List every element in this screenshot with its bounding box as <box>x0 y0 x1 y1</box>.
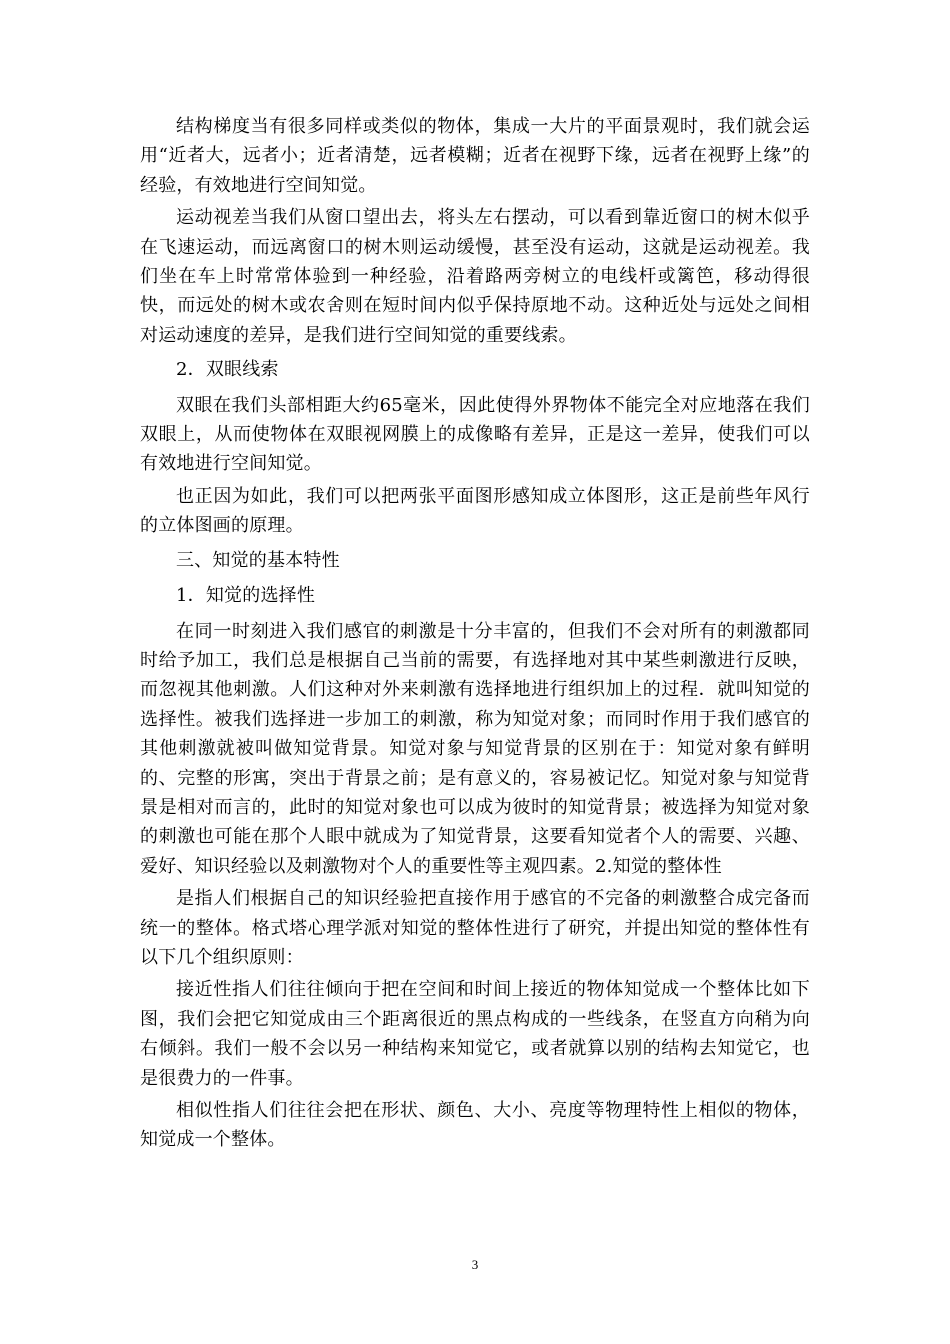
heading-perception-characteristics: 三、知觉的基本特性 <box>176 549 340 571</box>
heading-selectivity: 1．知觉的选择性 <box>176 585 316 607</box>
heading-binocular-cues: 2．双眼线索 <box>176 359 279 381</box>
paragraph-motion-parallax: 运动视差当我们从窗口望出去，将头左右摆动，可以看到靠近窗口的树木似乎在飞速运动，而远离窗口的树木则运动缓慢，甚至没有运动，这就是运动视差。我们坐在车上时常常体验到一种经验，沿着路两旁树立的电线杆或篱笆，移动得很快，而远处的树木或农舍则在短时间内似乎保持原地不动。这种近处与远处之间相对运动速度的差异，是我们进行空间知觉的重要线索。 <box>140 207 810 346</box>
paragraph-integrity: 是指人们根据自己的知识经验把直接作用于感官的不完备的刺激整合成完备而统一的整体。格式塔心理学派对知觉的整体性进行了研究，并提出知觉的整体性有以下几个组织原则： <box>140 888 810 968</box>
paragraph-similarity: 相似性指人们往往会把在形状、颜色、大小、亮度等物理特性上相似的物体，知觉成一个整体。 <box>140 1100 810 1151</box>
paragraph-stereo-images: 也正因为如此，我们可以把两张平面图形感知成立体图形，这正是前些年风行的立体图画的原理。 <box>140 485 810 537</box>
page-body <box>140 112 810 1158</box>
page-number: 3 <box>471 1257 479 1272</box>
paragraph-binocular-distance: 双眼在我们头部相距大约65毫米，因此使得外界物体不能完全对应地落在我们双眼上，从而使物体在双眼视网膜上的成像略有差异，正是这一差异，使我们可以有效地进行空间知觉。 <box>140 394 810 475</box>
paragraph-proximity: 接近性指人们往往倾向于把在空间和时间上接近的物体知觉成一个整体比如下图，我们会把它知觉成由三个距离很近的黑点构成的一些线条，在竖直方向稍为向右倾斜。我们一般不会以另一种结构来知觉它，或者就算以别的结构去知觉它，也是很费力的一件事。 <box>140 979 810 1089</box>
paragraph-texture-gradient: 结构梯度当有很多同样或类似的物体，集成一大片的平面景观时，我们就会运用“近者大，远者小；近者清楚，远者模糊；近者在视野下缘，远者在视野上缘”的经验，有效地进行空间知觉。 <box>140 116 810 196</box>
paragraph-selectivity: 在同一时刻进入我们感官的刺激是十分丰富的，但我们不会对所有的刺激都同时给予加工，我们总是根据自己当前的需要，有选择地对其中某些刺激进行反映，而忽视其他刺激。人们这种对外来刺激有选择地进行组织加上的过程．就叫知觉的选择性。被我们选择进一步加工的刺激，称为知觉对象；而同时作用于我们感官的其他刺激就被叫做知觉背景。知觉对象与知觉背景的区别在于：知觉对象有鲜明的、完整的形寓，突出于背景之前；是有意义的，容易被记忆。知觉对象与知觉背景是相对而言的，此时的知觉对象也可以成为彼时的知觉背景；被选择为知觉对象的刺激也可能在那个人眼中就成为了知觉背景，这要看知觉者个人的需要、兴趣、爱好、知识经验以及刺激物对个人的重要性等主观四素。2.知觉的整体性 <box>140 620 810 877</box>
